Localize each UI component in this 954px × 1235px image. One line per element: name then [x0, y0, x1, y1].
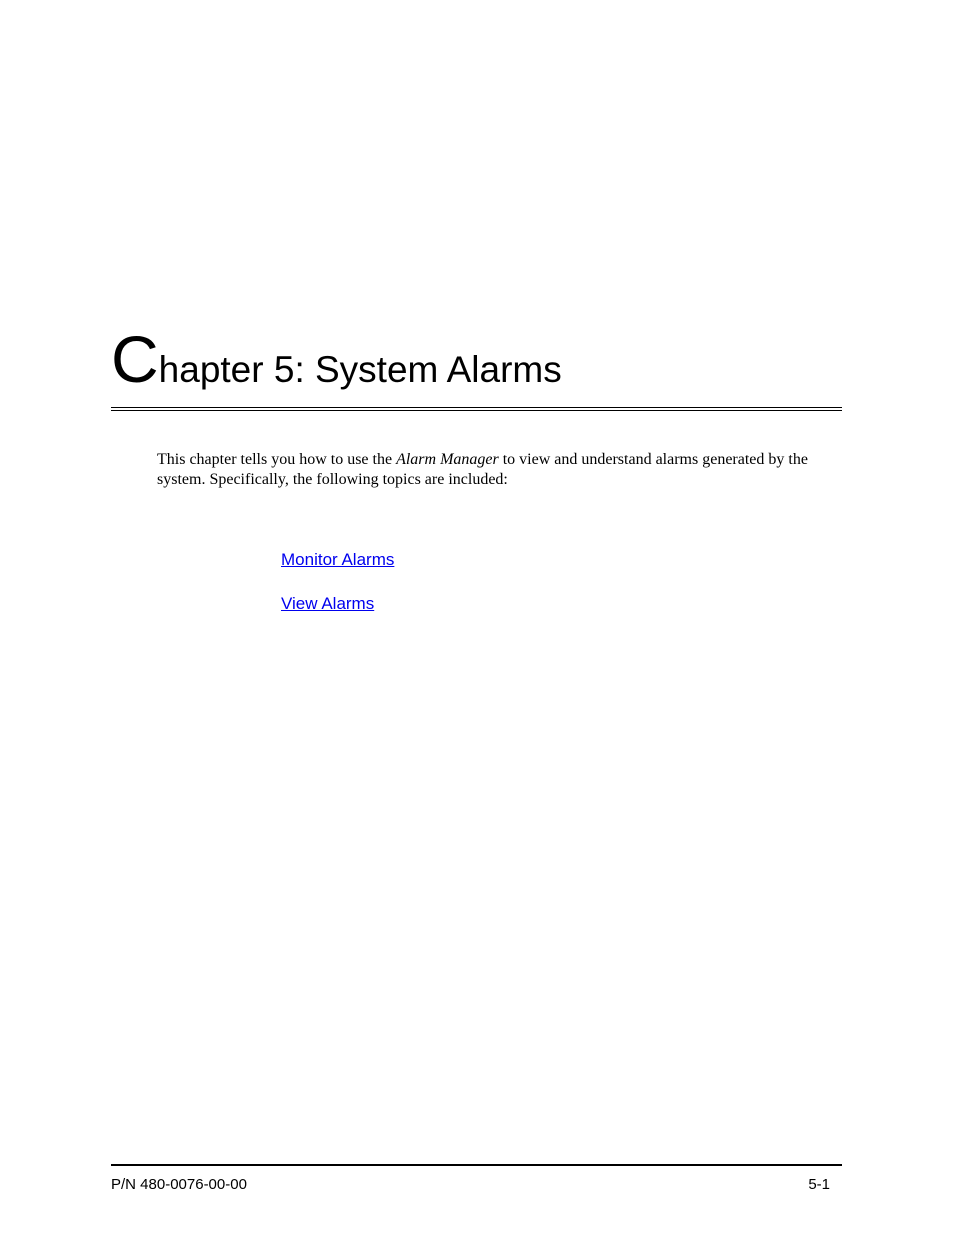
intro-paragraph — [157, 450, 847, 490]
chapter-title-drop-cap: C — [111, 322, 159, 396]
intro-emphasis: Alarm Manager — [396, 451, 499, 468]
footer-rule — [111, 1164, 842, 1166]
chapter-title — [111, 322, 562, 396]
list-item — [281, 594, 394, 638]
view-alarms-link[interactable]: View Alarms — [281, 594, 375, 613]
intro-text-before: This chapter tells you how to use the — [157, 451, 397, 468]
list-item — [281, 550, 394, 594]
title-double-rule — [111, 407, 842, 411]
intro-text-after: to view and understand alarms generated by the system. Specifically, the following topics are included: — [157, 451, 808, 488]
monitor-alarms-link[interactable]: Monitor Alarms — [281, 550, 395, 569]
chapter-title-text: hapter 5: System Alarms — [158, 349, 562, 390]
footer-part-number: P/N 480-0076-00-00 — [111, 1176, 247, 1193]
footer-page-number: 5-1 — [808, 1176, 830, 1193]
topic-link-list — [281, 550, 394, 638]
